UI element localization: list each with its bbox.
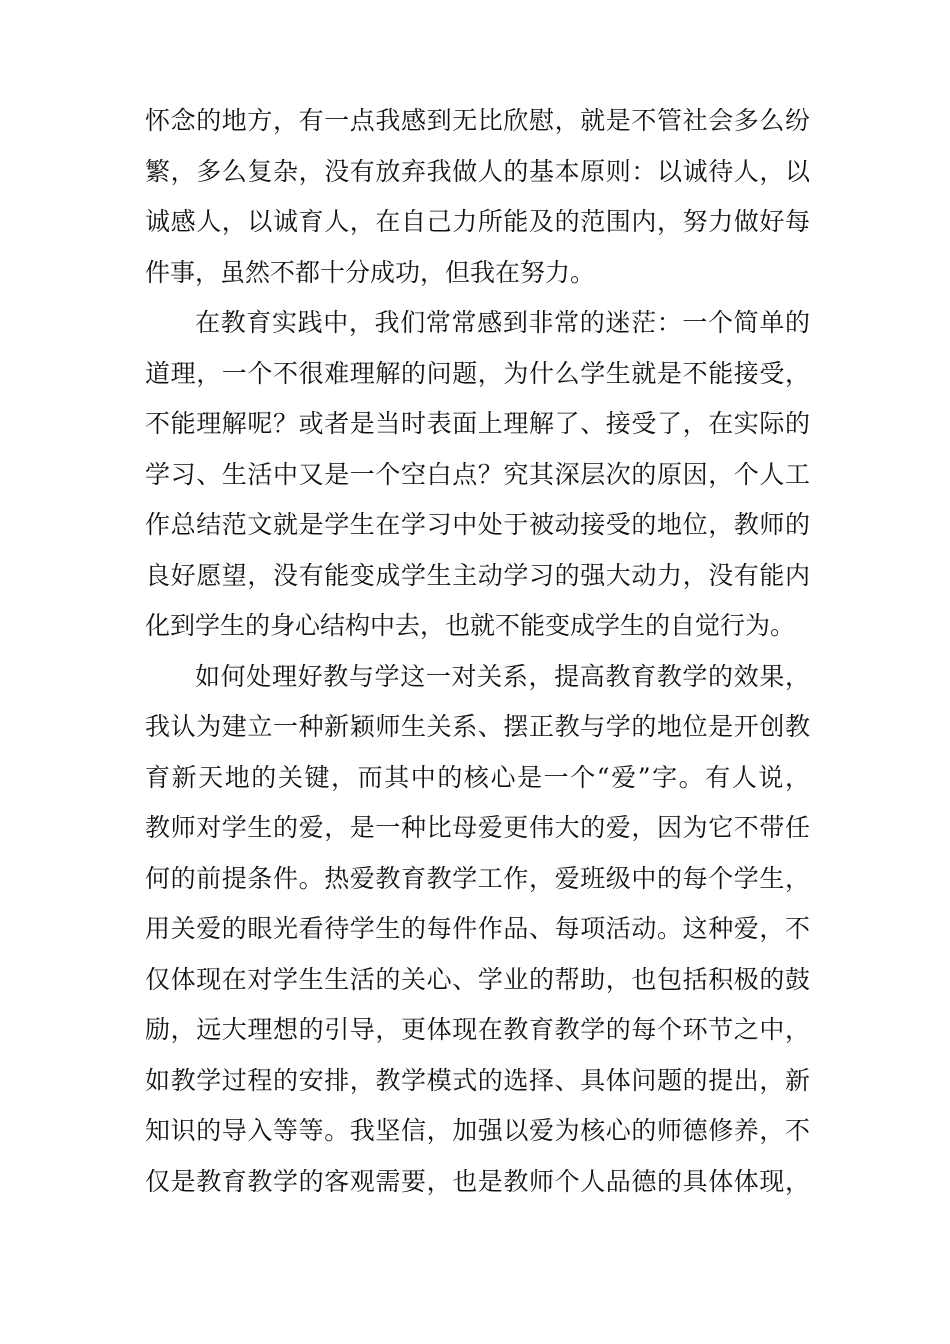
text-line: 不能理解呢？或者是当时表面上理解了、接受了，在实际的 [145,409,810,438]
text-line: 教师对学生的爱，是一种比母爱更伟大的爱，因为它不带任 [145,813,810,842]
text-line: 作总结范文就是学生在学习中处于被动接受的地位，教师的 [145,510,810,539]
text-line: 道理，一个不很难理解的问题，为什么学生就是不能接受， [145,358,810,388]
text-line: 繁，多么复杂，没有放弃我做人的基本原则：以诚待人，以 [145,156,810,186]
text-line: 用关爱的眼光看待学生的每件作品、每项活动。这种爱，不 [145,914,810,943]
text-line: 在教育实践中，我们常常感到非常的迷茫：一个简单的 [195,308,810,337]
text-line: 知识的导入等等。我坚信，加强以爱为核心的师德修养，不 [145,1116,810,1145]
text-line: 何的前提条件。热爱教育教学工作，爱班级中的每个学生， [145,863,810,893]
text-line: 仅是教育教学的客观需要，也是教师个人品德的具体体现， [145,1166,810,1196]
text-line: 学习、生活中又是一个空白点？究其深层次的原因，个人工 [145,459,810,489]
text-line: 如何处理好教与学这一对关系，提高教育教学的效果， [195,661,810,691]
text-line: 励，远大理想的引导，更体现在教育教学的每个环节之中， [145,1015,810,1044]
text-line: 件事，虽然不都十分成功，但我在努力。 [145,257,596,287]
text-line: 诚感人，以诚育人，在自己力所能及的范围内，努力做好每 [145,207,810,236]
text-line: 如教学过程的安排，教学模式的选择、具体问题的提出，新 [145,1065,810,1095]
text-line: 化到学生的身心结构中去，也就不能变成学生的自觉行为。 [145,611,796,640]
body-text [145,96,810,1207]
text-line: 良好愿望，没有能变成学生主动学习的强大动力，没有能内 [145,560,810,590]
text-line: 育新天地的关键，而其中的核心是一个“爱”字。有人说， [145,762,810,792]
text-line: 我认为建立一种新颖师生关系、摆正教与学的地位是开创教 [145,712,810,741]
text-line: 怀念的地方，有一点我感到无比欣慰，就是不管社会多么纷 [145,106,810,135]
text-line: 仅体现在对学生生活的关心、学业的帮助，也包括积极的鼓 [145,964,810,994]
